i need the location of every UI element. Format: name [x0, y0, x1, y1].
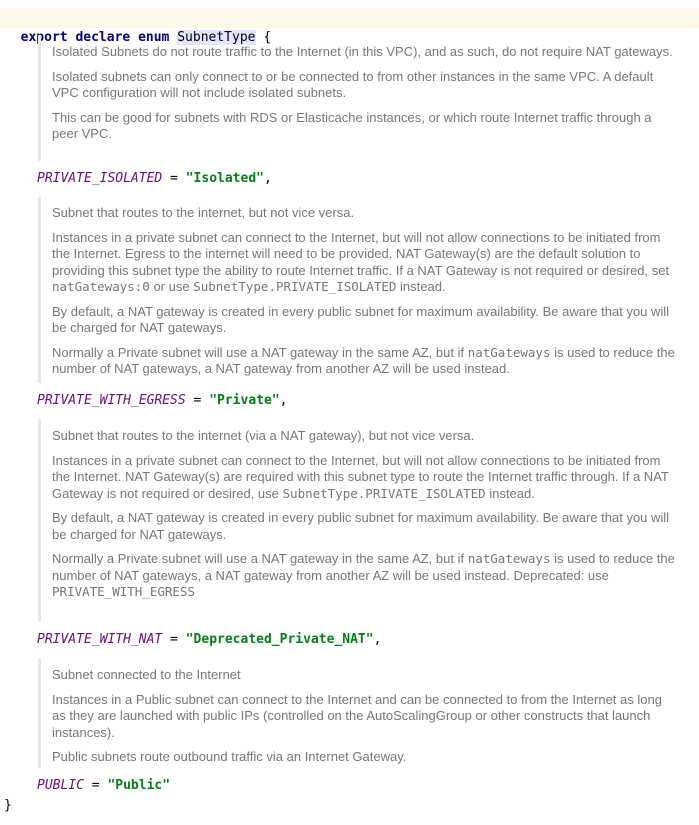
close-brace-line	[0, 796, 699, 816]
doc-text: instead.	[485, 485, 535, 501]
doc-paragraph	[52, 110, 679, 143]
equals: =	[83, 778, 108, 793]
doc-text: Subnet that routes to the internet, but not vice versa.	[52, 205, 355, 220]
doc-text: This can be good for subnets with RDS or Elasticache instances, or which route Internet traffic through a peer VPC.	[52, 109, 652, 141]
doc-paragraph	[52, 453, 679, 503]
member-value: "Public"	[107, 778, 171, 793]
doc-comment-private-isolated	[38, 35, 699, 161]
doc-paragraph	[52, 304, 679, 337]
doc-text: Isolated subnets can only connect to or be connected to from other instances in the same VPC. A default VPC configuration will not include isolated subnets.	[52, 68, 654, 100]
doc-comment-public	[38, 658, 699, 768]
doc-paragraph	[52, 510, 679, 543]
doc-text: Normally a Private subnet will use a NAT gateway in the same AZ, but if	[52, 344, 468, 360]
member-line-private-isolated	[0, 169, 699, 189]
doc-text: Public subnets route outbound traffic via an Internet Gateway.	[52, 749, 407, 764]
equals: =	[162, 632, 186, 647]
doc-text: By default, a NAT gateway is created in every public subnet for maximum availability. Be aware that you will be charged for NAT gateways.	[52, 510, 670, 542]
inline-code: natGateways	[467, 551, 551, 566]
doc-paragraph	[52, 345, 679, 378]
member-name[interactable]: PRIVATE_WITH_NAT	[37, 632, 163, 647]
doc-text: instead.	[396, 279, 446, 294]
doc-text: By default, a NAT gateway is created in every public subnet for maximum availability. Be aware that you will be charged for NAT gateways.	[52, 303, 670, 335]
doc-comment-private-with-egress	[38, 197, 699, 383]
member-name[interactable]: PRIVATE_WITH_EGRESS	[37, 393, 186, 408]
keyword-export: export	[20, 30, 68, 45]
close-brace: }	[4, 798, 12, 813]
doc-comment-private-with-nat	[38, 419, 699, 622]
doc-paragraph	[52, 551, 679, 601]
doc-paragraph	[52, 230, 679, 296]
doc-text: or use	[149, 279, 194, 294]
member-value: "Private"	[209, 393, 280, 408]
doc-paragraph	[52, 44, 679, 61]
doc-text: Subnet connected to the Internet	[52, 667, 241, 682]
doc-text: Instances in a private subnet can connect to the Internet, but will not allow connections to be initiated from the Internet. Egress to the internet will need to be provided. NAT Gateway(s) are the default solution to providing this subnet type the ability to route Internet traffic. If a NAT Gateway is not required or desired, set	[52, 229, 670, 278]
member-line-public	[0, 776, 699, 796]
member-value: "Deprecated_Private_NAT"	[185, 632, 374, 647]
keyword-declare: declare	[75, 30, 131, 45]
member-name[interactable]: PUBLIC	[37, 778, 84, 793]
member-value: "Isolated"	[185, 171, 264, 186]
doc-text: is used to reduce the number of NAT gateways, a NAT gateway from another AZ will be used instead. Deprecated: use	[52, 551, 675, 583]
comma: ,	[373, 632, 382, 647]
doc-paragraph	[52, 749, 679, 766]
open-brace: {	[263, 30, 272, 45]
inline-code: natGateways:0	[52, 279, 150, 294]
doc-paragraph	[52, 205, 679, 222]
member-line-private-with-nat	[0, 630, 699, 650]
doc-text: Subnet that routes to the internet (via a NAT gateway), but not vice versa.	[52, 428, 475, 443]
inline-code: SubnetType.PRIVATE_ISOLATED	[282, 485, 486, 501]
doc-text: is used to reduce the number of NAT gateways, a NAT gateway from another AZ will be used instead.	[52, 344, 675, 376]
inline-code: PRIVATE_WITH_EGRESS	[52, 584, 195, 599]
comma: ,	[279, 393, 288, 408]
doc-text: Normally a Private subnet will use a NAT gateway in the same AZ, but if	[52, 551, 468, 566]
comma: ,	[264, 171, 272, 186]
doc-paragraph	[52, 428, 679, 445]
doc-text: Instances in a private subnet can connect to the Internet, but will not allow connections to be initiated from the Internet. NAT Gateway(s) are required with this subnet type to route the Internet traffic through. If a NAT Gateway is not required or desired, use	[52, 452, 669, 501]
doc-text: Instances in a Public subnet can connect to the Internet and can be connected to from the Internet as long as they are launched with public IPs (controlled on the AutoScalingGroup or other constructs that launch instances).	[52, 691, 662, 740]
enum-declaration-line	[0, 8, 699, 45]
doc-text: Isolated Subnets do not route traffic to the Internet (in this VPC), and as such, do not require NAT gateways.	[52, 44, 673, 59]
inline-code: natGateways	[467, 344, 551, 360]
member-line-private-with-egress	[0, 391, 699, 411]
doc-paragraph	[52, 667, 679, 684]
enum-type-name[interactable]: SubnetType	[177, 30, 256, 45]
equals: =	[185, 393, 210, 408]
member-name[interactable]: PRIVATE_ISOLATED	[37, 171, 163, 186]
doc-paragraph	[52, 692, 679, 742]
keyword-enum: enum	[138, 30, 170, 45]
inline-code: SubnetType.PRIVATE_ISOLATED	[193, 279, 397, 294]
doc-paragraph	[52, 69, 679, 102]
equals: =	[162, 171, 186, 186]
